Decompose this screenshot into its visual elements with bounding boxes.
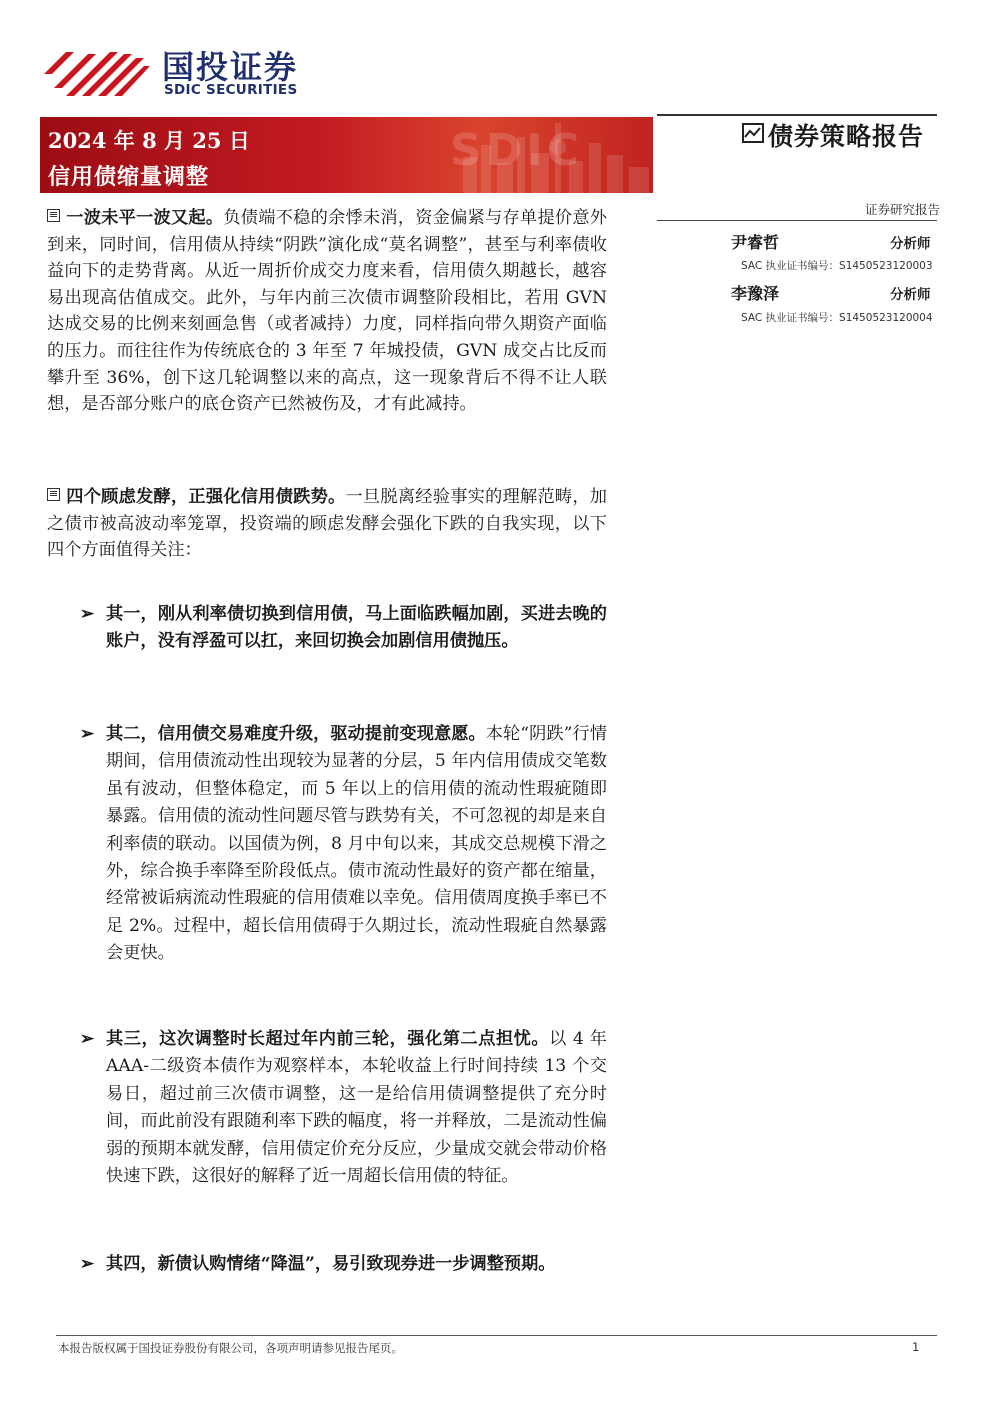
- footer-disclaimer: 本报告版权属于国投证券股份有限公司，各项声明请参见报告尾页。: [58, 1341, 403, 1355]
- sub-point-3: [80, 1026, 607, 1190]
- arrow-bullet-icon: ➢: [80, 724, 95, 744]
- paragraph-lead: 四个顾虑发酵，正强化信用债跌势。: [66, 487, 346, 507]
- report-type: [742, 117, 924, 153]
- sub-point-lead: 其二，信用债交易难度升级，驱动提前变现意愿。: [106, 724, 486, 744]
- arrow-bullet-icon: ➢: [80, 1254, 95, 1274]
- paragraph-lead: 一波未平一波又起。: [66, 208, 224, 228]
- sub-point-lead: 其一，刚从利率债切换到信用债，马上面临跌幅加剧，买进去晚的账户，没有浮盈可以扛，来回切换会加剧信用债抛压。: [106, 604, 607, 652]
- analyst-cert: SAC 执业证书编号：S1450523120004: [741, 312, 933, 324]
- paragraph-2: [47, 484, 607, 564]
- analyst-role: 分析师: [890, 236, 931, 252]
- header-divider-top: [657, 114, 937, 116]
- company-logo: [44, 40, 324, 100]
- logo-text-cn: 国投证券: [162, 48, 299, 86]
- list-bullet-icon: [47, 209, 60, 222]
- report-title: 信用债缩量调整: [48, 164, 210, 190]
- logo-mark-icon: [44, 44, 154, 96]
- paragraph-1: [47, 205, 607, 418]
- analyst-name: 尹睿哲: [731, 233, 780, 252]
- sub-point-lead: 其四，新债认购情绪“降温”，易引致现券进一步调整预期。: [106, 1254, 556, 1274]
- list-bullet-icon: [47, 488, 60, 501]
- arrow-bullet-icon: ➢: [80, 604, 95, 624]
- sub-point-1: [80, 601, 607, 656]
- report-type-label: 债券策略报告: [768, 122, 925, 151]
- title-banner: [40, 117, 653, 193]
- analyst-cert: SAC 执业证书编号：S1450523120003: [741, 260, 933, 272]
- analyst-role: 分析师: [890, 287, 931, 303]
- chart-trend-icon: [742, 123, 764, 143]
- paragraph-text: 负债端不稳的余悸未消，资金偏紧与存单提价意外到来，同时间，信用债从持续“阴跌”演化成“莫名调整”，甚至与利率债收益向下的走势背离。从近一周折价成交力度来看，信用债久期越长，越容易出现高估值成交。此外，与年内前三次债市调整阶段相比，若用 GVN 达成交易的比例来刻画急售（或者减持）力度，同样指向带久期资产面临的压力。而往往作为传统底仓的 3 年至 7 年城投债，GVN 成交占比反而攀升至 36%，创下这几轮调整以来的高点，这一现象背后不得不让人联想，是否部分账户的底仓资产已然被伤及，才有此减持。: [47, 208, 607, 415]
- logo-text-en: SDIC SECURITIES: [164, 82, 298, 98]
- report-category: 证券研究报告: [864, 202, 940, 217]
- arrow-bullet-icon: ➢: [80, 1029, 95, 1049]
- header-divider: [657, 220, 937, 221]
- analyst-name: 李豫泽: [731, 284, 780, 303]
- paragraph-text: 一旦脱离经验事实的理解范畴，加之债市被高波动率笼罩，投资端的顾虑发酵会强化下跌的自我实现，以下四个方面值得关注：: [47, 487, 607, 561]
- sub-point-text: 本轮“阴跌”行情期间，信用债流动性出现较为显著的分层，5 年内信用债成交笔数虽有波动，但整体稳定，而 5 年以上的信用债的流动性瑕疵随即暴露。信用债的流动性问题尽管与跌势有关，不可忽视的却是来自利率债的联动。以国债为例，8 月中旬以来，其成交总规模下滑之外，综合换手率降至阶段低点。债市流动性最好的资产都在缩量，经常被诟病流动性瑕疵的信用债难以幸免。信用债周度换手率已不足 2%。过程中，超长信用债碍于久期过长，流动性瑕疵自然暴露会更快。: [106, 724, 607, 964]
- sub-point-text: 以 4 年 AAA-二级资本债作为观察样本，本轮收益上行时间持续 13 个交易日，超过前三次债市调整，这一是给信用债调整提供了充分时间，而此前没有跟随利率下跌的幅度，将一并释放，二是流动性偏弱的预期本就发酵，信用债定价充分反应，少量成交就会带动价格快速下跌，这很好的解释了近一周超长信用债的特征。: [106, 1029, 607, 1187]
- footer-divider: [56, 1335, 937, 1336]
- sub-point-lead: 其三，这次调整时长超过年内前三轮，强化第二点担忧。: [106, 1029, 550, 1049]
- sub-point-2: [80, 721, 607, 968]
- report-date: 2024 年 8 月 25 日: [48, 128, 250, 153]
- sub-point-4: [80, 1251, 607, 1278]
- banner-watermark: SDIC: [450, 125, 583, 176]
- page-number: 1: [912, 1340, 920, 1354]
